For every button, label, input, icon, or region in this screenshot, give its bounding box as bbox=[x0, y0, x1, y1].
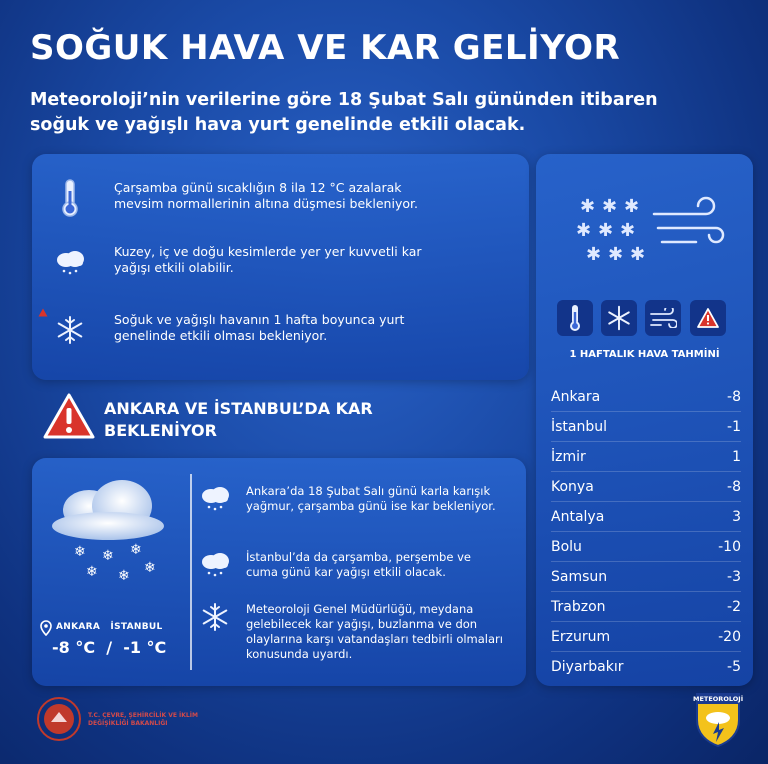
snow-cloud-illustration bbox=[44, 476, 176, 596]
ministry-logo bbox=[36, 696, 82, 742]
forecast-row bbox=[551, 562, 741, 592]
bottom-item-text: Meteoroloji Genel Müdürlüğü, meydana gelebilecek kar yağışı, buzlanma ve don olaylarına karşı vatandaşları tedbirli olmaları konusunda uyardı. bbox=[246, 602, 503, 661]
snowflake-icon bbox=[54, 312, 86, 348]
city-temp: -2 bbox=[727, 598, 741, 615]
city-name: Ankara bbox=[551, 388, 601, 405]
bottom-item-3 bbox=[198, 602, 506, 662]
city-labels: ANKARA İSTANBUL bbox=[56, 622, 163, 632]
forecast-row bbox=[551, 502, 741, 532]
city-temp: 1 bbox=[732, 448, 741, 465]
svg-text:✱: ✱ bbox=[580, 196, 596, 217]
svg-text:✱: ✱ bbox=[608, 244, 624, 264]
snow-cloud-icon bbox=[54, 244, 86, 280]
snow-cloud-icon bbox=[198, 484, 232, 512]
city-name: Konya bbox=[551, 478, 594, 495]
city-temp: -20 bbox=[718, 628, 741, 645]
city-name: Trabzon bbox=[551, 598, 606, 615]
subline: Meteoroloji’nin verilerine göre 18 Şubat Salı gününden itibaren soğuk ve yağışlı hava yurt genelinde etkili olacak. bbox=[30, 90, 658, 135]
headline: SOĞUK HAVA VE KAR GELİYOR bbox=[30, 28, 621, 68]
svg-text:✱: ✱ bbox=[602, 196, 618, 217]
city-temp: 3 bbox=[732, 508, 741, 525]
svg-text:✱: ✱ bbox=[598, 220, 614, 241]
svg-text:❄: ❄ bbox=[74, 544, 86, 560]
top-item-text: Soğuk ve yağışlı havanın 1 hafta boyunca yurt genelinde etkili olması bekleniyor. bbox=[114, 312, 405, 343]
top-item-1 bbox=[54, 180, 434, 216]
top-item-2 bbox=[54, 244, 434, 280]
svg-text:❄: ❄ bbox=[86, 564, 98, 580]
svg-text:❄: ❄ bbox=[118, 568, 130, 584]
city-temp: -8 bbox=[727, 478, 741, 495]
svg-text:✱: ✱ bbox=[630, 244, 646, 264]
forecast-row bbox=[551, 412, 741, 442]
forecast-row bbox=[551, 382, 741, 412]
svg-text:❄: ❄ bbox=[144, 560, 156, 576]
ministry-text: T.C. ÇEVRE, ŞEHİRCİLİK VE İKLİM DEĞİŞİKLİĞİ BAKANLIĞI bbox=[88, 712, 198, 727]
divider bbox=[190, 474, 192, 670]
city-name: Samsun bbox=[551, 568, 608, 585]
city-temp: -10 bbox=[718, 538, 741, 555]
city-name: Erzurum bbox=[551, 628, 611, 645]
top-item-text: Çarşamba günü sıcaklığın 8 ila 12 °C azalarak mevsim normallerinin altına düşmesi bekleniyor. bbox=[114, 180, 418, 211]
forecast-row bbox=[551, 592, 741, 622]
forecast-row bbox=[551, 472, 741, 502]
svg-text:✱: ✱ bbox=[576, 220, 592, 241]
city-temp: -3 bbox=[727, 568, 741, 585]
forecast-row bbox=[551, 622, 741, 652]
snow-wind-illustration bbox=[576, 192, 726, 264]
svg-text:✱: ✱ bbox=[586, 244, 602, 264]
warning-icon bbox=[42, 392, 96, 440]
city-name: İzmir bbox=[551, 448, 586, 465]
snow-cloud-icon bbox=[198, 550, 232, 578]
location-pin-icon bbox=[40, 620, 52, 636]
svg-text:❄: ❄ bbox=[130, 542, 142, 558]
thermometer-icon bbox=[557, 300, 593, 336]
city-name: Bolu bbox=[551, 538, 582, 555]
snowflake-icon bbox=[198, 602, 232, 632]
top-item-3 bbox=[54, 312, 434, 348]
small-warning-icon bbox=[38, 308, 48, 317]
city-name: İstanbul bbox=[551, 418, 608, 435]
thermometer-icon bbox=[54, 180, 86, 216]
top-item-text: Kuzey, iç ve doğu kesimlerde yer yer kuvvetli kar yağışı etkili olabilir. bbox=[114, 244, 422, 275]
bottom-item-1 bbox=[198, 484, 506, 514]
city-temp: -1 bbox=[727, 418, 741, 435]
meteorology-logo-text: METEOROLOJİ bbox=[693, 695, 744, 703]
warning-title: ANKARA VE İSTANBUL’DA KAR BEKLENİYOR bbox=[104, 399, 373, 440]
city-temp: -8 bbox=[727, 388, 741, 405]
snowflake-icon bbox=[601, 300, 637, 336]
forecast-row bbox=[551, 532, 741, 562]
bottom-item-2 bbox=[198, 550, 506, 580]
svg-text:❄: ❄ bbox=[102, 548, 114, 564]
warning-icon bbox=[690, 300, 726, 336]
svg-text:✱: ✱ bbox=[620, 220, 636, 241]
forecast-row bbox=[551, 652, 741, 682]
bottom-item-text: Ankara’da 18 Şubat Salı günü karla karışık yağmur, çarşamba günü ise kar bekleniyor. bbox=[246, 484, 496, 513]
city-temp: -5 bbox=[727, 659, 741, 675]
forecast-row bbox=[551, 442, 741, 472]
svg-text:✱: ✱ bbox=[624, 196, 640, 217]
forecast-title: 1 HAFTALIK HAVA TAHMİNİ bbox=[569, 349, 720, 360]
bottom-item-text: İstanbul’da da çarşamba, perşembe ve cuma günü kar yağışı etkili olacak. bbox=[246, 550, 471, 579]
city-name: Antalya bbox=[551, 508, 605, 525]
city-temps: -8 °C / -1 °C bbox=[52, 638, 167, 657]
city-name: Diyarbakır bbox=[551, 659, 624, 675]
wind-icon bbox=[645, 300, 681, 336]
